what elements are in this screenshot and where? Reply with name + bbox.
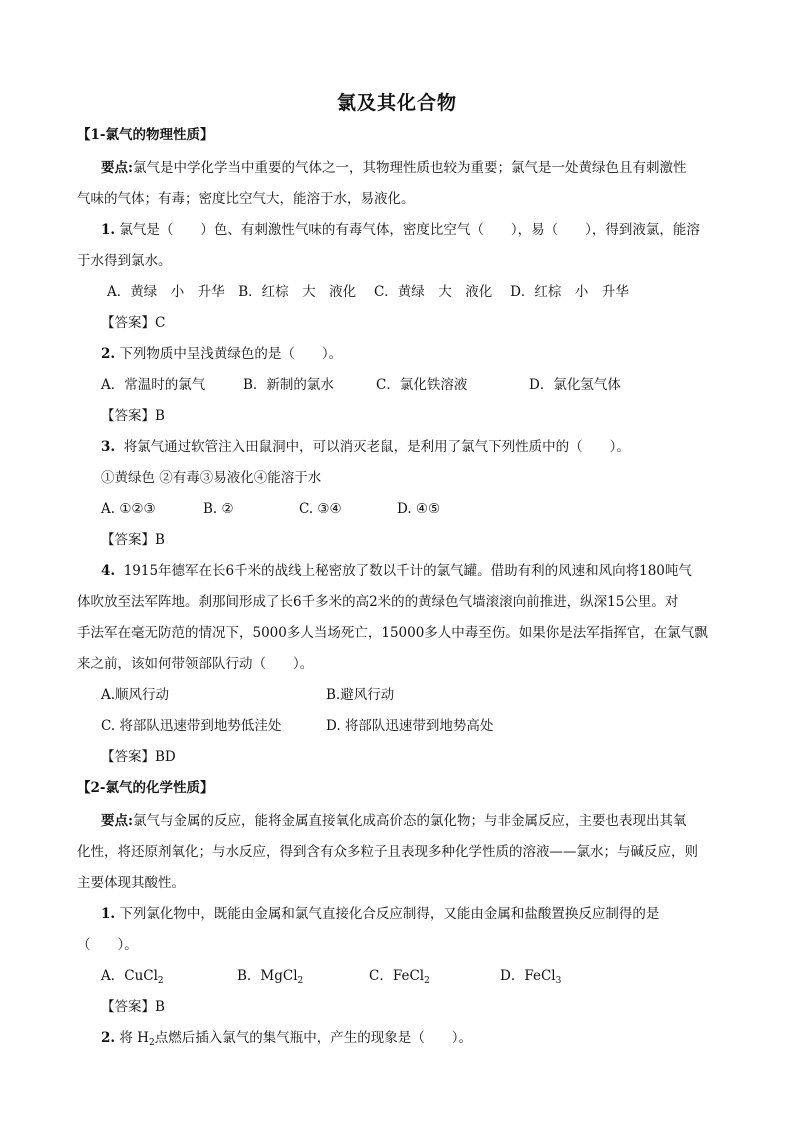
s1-q2-text: 2. 下列物质中呈浅黄绿色的是（ ）。 [101,346,343,362]
s1-q4-answer: 【答案】BD [101,749,176,765]
section-2-key-line-2: 化性，将还原剂氧化；与水反应，得到含有众多粒子且表现多种化学性质的溶液——氯水；与碱反应，则 [77,844,698,860]
s2-q1-option-b: B．MgCl$_2$ [237,968,304,986]
s1-q4-line-1: 4. 1915年德军在长6千米的战线上秘密放了数以千计的氯气罐。借助有利的风速和风向将180吨气 [101,563,692,579]
s2-q1-option-a: A．CuCl$_2$ [101,968,164,986]
s1-q4-option-a: A.顺风行动 [101,687,170,703]
s1-q4-line-4: 来之前，该如何带领部队行动（ ）。 [77,656,314,672]
section-1-key-line-2: 气味的气体；有毒；密度比空气大，能溶于水，易液化。 [77,191,415,207]
s1-q4-option-c: C. 将部队迅速带到地势低洼处 [101,718,282,734]
section-2-header: 【2-氯气的化学性质】 [77,780,214,796]
s1-q3-answer: 【答案】B [101,532,165,548]
s1-q3-option-a: A. ①②③ [101,501,156,517]
s1-q3-text: 3. 将氯气通过软管注入田鼠洞中，可以消灭老鼠，是利用了氯气下列性质中的（ ）。 [101,439,630,455]
s1-q4-line-3: 手法军在毫无防范的情况下，5000多人当场死亡，15000多人中毒至伤。如果你是法军指挥官，在氯气飘 [77,625,708,641]
s1-q2-answer: 【答案】B [101,408,165,424]
s2-q1-answer: 【答案】B [101,999,165,1015]
s1-q1-answer: 【答案】C [101,315,166,331]
s1-q1-options: A．黄绿 小 升华 B．红棕 大 液化 C．黄绿 大 液化 D．红棕 小 升华 [107,284,629,300]
s2-q1-line-1: 1. 下列氯化物中，既能由金属和氯气直接化合反应制得，又能由金属和盐酸置换反应制得的是 [101,906,660,922]
section-1-key-line-1: 要点:氯气是中学化学当中重要的气体之一，其物理性质也较为重要；氯气是一处黄绿色且有刺激性 [101,160,687,176]
s1-q2-option-c: C．氯化铁溶液 [376,377,468,393]
s2-q2-text: 2. 将 $H_2$点燃后插入氯气的集气瓶中，产生的现象是（ ）。 [101,1030,472,1048]
s1-q4-line-2: 体吹放至法军阵地。刹那间形成了长6千多米的高2米的的黄绿色气墙滚滚向前推进，纵深15公里。对 [77,594,679,610]
section-1-header: 【1-氯气的物理性质】 [77,127,214,143]
s1-q3-option-b: B. ② [203,501,234,517]
s1-q4-option-b: B.避风行动 [326,687,395,703]
page-title: 氯及其化合物 [336,92,457,114]
s1-q3-items: ①黄绿色 ②有毒③易液化④能溶于水 [101,470,322,486]
s1-q1-line-2: 于水得到氯水。 [77,253,172,269]
s1-q1-line-1: 1. 氯气是（ ）色、有刺激性气味的有毒气体，密度比空气（ ），易（ ），得到液氯，能溶 [101,222,700,238]
s1-q2-option-d: D．氯化氢气体 [529,377,621,393]
s1-q3-option-d: D. ④⑤ [397,501,441,517]
s1-q4-option-d: D. 将部队迅速带到地势高处 [326,718,494,734]
s1-q2-option-b: B．新制的氯水 [243,377,334,393]
section-2-key-line-1: 要点:氯气与金属的反应，能将金属直接氧化成高价态的氯化物；与非金属反应，主要也表现出其氧 [101,813,687,829]
s2-q1-option-c: C．FeCl$_2$ [369,968,430,986]
section-2-key-line-3: 主要体现其酸性。 [77,875,185,891]
s2-q1-line-2: （ ）。 [77,937,138,953]
s1-q3-option-c: C. ③④ [299,501,342,517]
s2-q1-option-d: D．FeCl$_3$ [500,968,562,986]
s1-q2-option-a: A．常温时的氯气 [101,377,206,393]
